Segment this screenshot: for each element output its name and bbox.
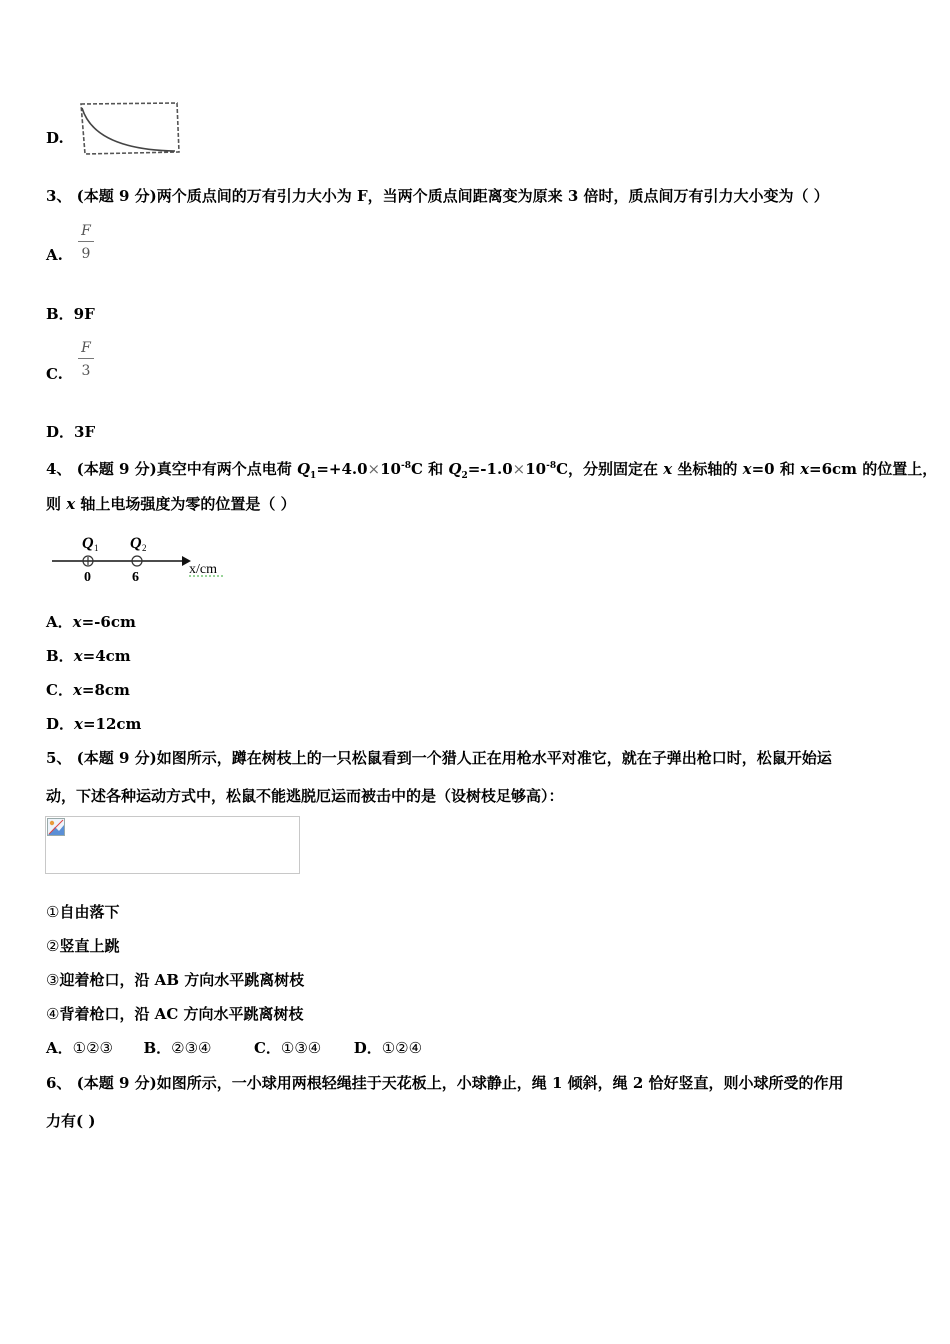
q3-option-b: B．9F — [46, 305, 95, 323]
q5-item-1: ①自由落下 — [46, 903, 120, 921]
broken-image-icon — [47, 818, 65, 836]
q3-option-a-label: A. — [46, 246, 63, 264]
axis-label: x/cm — [189, 562, 217, 577]
q4-option-c: C．x=8cm — [46, 681, 130, 699]
q3-option-c-fraction — [78, 340, 94, 379]
q5-item-4: ④背着枪口，沿 AC 方向水平跳离树枝 — [46, 1005, 304, 1023]
q5-choice-a: A．①②③ — [46, 1039, 113, 1057]
q2-sub: 2 — [142, 543, 147, 553]
q4-option-b: B．x=4cm — [46, 647, 131, 665]
q4-axis-figure — [48, 530, 233, 588]
q5-choice-b: B．②③④ — [143, 1039, 212, 1057]
q6-stem-line1: 6、 (本题 9 分)如图所示，一小球用两根轻绳挂于天花板上，小球静止，绳 1 倾斜，绳 2 恰好竖直，则小球所受的作用 — [46, 1074, 844, 1092]
q1-sub: 1 — [94, 543, 99, 553]
q3-option-d: D．3F — [46, 423, 96, 441]
q2-option-d-label: D. — [46, 129, 64, 147]
q1-label: Q — [82, 535, 94, 552]
q4-stem-line1: 4、 (本题 9 分)真空中有两个点电荷 $Q_1=+4.0\times 10^{-8}C$ 和 $Q_2=-1.0\times 10^{-8}C$，分别固定在 x 坐标轴的 x=0 和 x=6cm 的位置上， — [46, 460, 938, 481]
tick-0: 0 — [84, 570, 91, 585]
q4-option-d: D．x=12cm — [46, 715, 142, 733]
q4-option-a: A．x=-6cm — [46, 613, 136, 631]
q5-item-3: ③迎着枪口，沿 AB 方向水平跳离树枝 — [46, 971, 305, 989]
q2-label: Q — [130, 535, 142, 552]
q5-choice-c: C．①③④ — [253, 1039, 322, 1057]
q4-stem-line2: 则 x 轴上电场强度为零的位置是（ ） — [46, 495, 296, 513]
q5-item-2: ②竖直上跳 — [46, 937, 120, 955]
fraction-numerator: F — [81, 340, 91, 356]
q5-figure-placeholder — [45, 816, 300, 874]
q5-choice-d: D．①②④ — [353, 1039, 423, 1057]
q5-stem-line1: 5、 (本题 9 分)如图所示，蹲在树枝上的一只松鼠看到一个猎人正在用枪水平对准它，就在子弹出枪口时，松鼠开始运 — [46, 749, 832, 767]
fraction-denominator: 3 — [81, 363, 91, 379]
fraction-denominator: 9 — [81, 246, 91, 262]
fraction-numerator: F — [81, 223, 91, 239]
q6-stem-line2: 力有( ) — [46, 1112, 96, 1130]
q5-stem-line2: 动，下述各种运动方式中，松鼠不能逃脱厄运而被击中的是（设树枝足够高）： — [46, 787, 564, 805]
fraction-bar — [78, 358, 94, 359]
tick-6: 6 — [132, 570, 139, 585]
q2-option-d-figure — [78, 100, 184, 158]
q3-option-a-fraction — [78, 223, 94, 262]
q5-choices — [46, 1038, 422, 1058]
q3-stem: 3、 (本题 9 分)两个质点间的万有引力大小为 F，当两个质点间距离变为原来 3 倍时，质点间万有引力大小变为（ ） — [46, 187, 829, 205]
fraction-bar — [78, 241, 94, 242]
q3-option-c-label: C. — [46, 365, 63, 383]
